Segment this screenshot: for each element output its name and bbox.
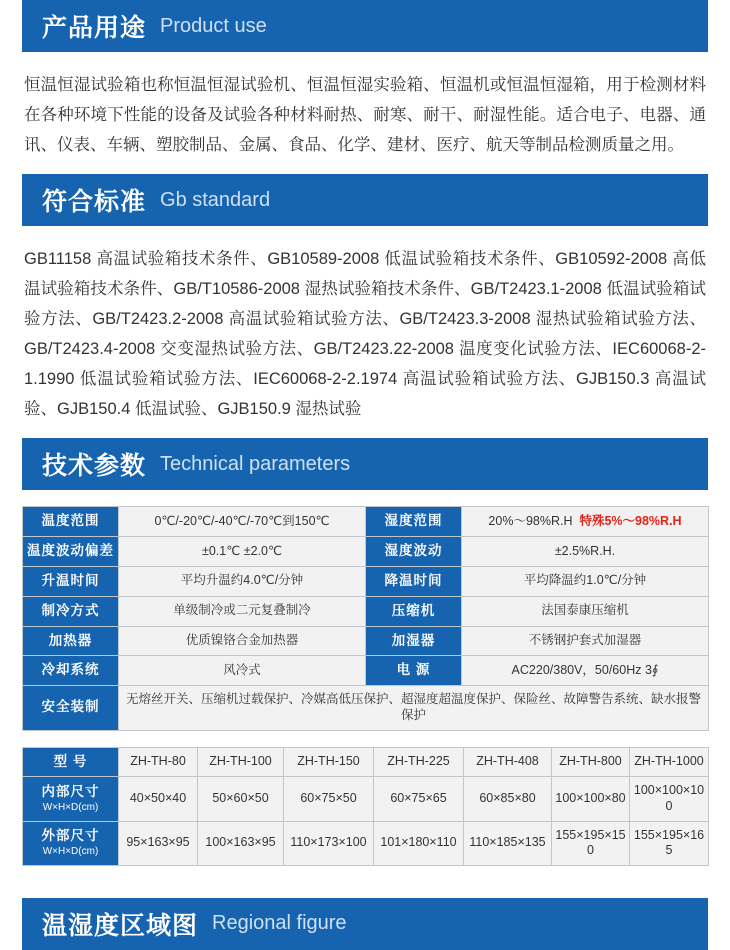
cell-outer-size-6: 155×195×165 (630, 821, 709, 865)
cell-value-safety-devices: 无熔丝开关、压缩机过载保护、冷媒高低压保护、超湿度超温度保护、保险丝、故障警告系统、缺水报警保护 (119, 686, 709, 730)
gb-standard-text: GB11158 高温试验箱技术条件、GB10589-2008 低温试验箱技术条件、GB10592-2008 高低温试验箱技术条件、GB/T10586-2008 湿热试验箱技术条件、GB/T2423.1-2008 低温试验箱试验方法、GB/T2423.2-2008 高温试验箱试验方法、GB/T2423.3-2008 湿热试验箱试验方法、GB/T2423.4-2008 交变湿热试验方法、GB/T2423.22-2008 温度变化试验方法、IEC60068-2-1.1990 低温试验箱试验方法、IEC60068-2-2.1974 高温试验箱试验方法、GJB150.3 高温试验、GJB150.4 低温试验、GJB150.9 湿热试验 (24, 250, 706, 418)
cell-label-model: 型 号 (23, 747, 119, 777)
cell-inner-size-2: 60×75×50 (284, 777, 374, 821)
humidity-range-special: 特殊5%～98%R.H (579, 513, 682, 528)
cell-model-4: ZH-TH-408 (464, 747, 552, 777)
tech-params-title-en: Technical parameters (160, 452, 351, 475)
cell-value-compressor: 法国泰康压缩机 (462, 596, 709, 626)
cell-value-humidity-range (462, 507, 709, 537)
cell-model-3: ZH-TH-225 (374, 747, 464, 777)
cell-value-heating-time: 平均升温约4.0℃/分钟 (119, 566, 366, 596)
cell-label-power-supply: 电 源 (366, 656, 462, 686)
cell-value-refrigeration-mode: 单级制冷或二元复叠制冷 (119, 596, 366, 626)
product-use-body-wrap (0, 52, 730, 174)
model-size-table (22, 747, 709, 866)
cell-outer-size-5: 155×195×150 (552, 821, 630, 865)
table-row (23, 777, 709, 821)
cell-outer-size-4: 110×185×135 (464, 821, 552, 865)
inner-size-label-sub: W×H×D(cm) (42, 801, 99, 813)
cell-label-refrigeration-mode: 制冷方式 (23, 596, 119, 626)
gb-standard-title-cn: 符合标准 (42, 188, 147, 216)
cell-label-outer-size (23, 821, 119, 865)
table-row (23, 596, 709, 626)
cell-model-6: ZH-TH-1000 (630, 747, 709, 777)
cell-value-temp-fluctuation: ±0.1℃ ±2.0℃ (119, 536, 366, 566)
outer-size-label-sub: W×H×D(cm) (42, 845, 99, 857)
cell-value-temp-range: 0℃/-20℃/-40℃/-70℃到150℃ (119, 507, 366, 537)
product-use-text: 恒温恒湿试验箱也称恒温恒湿试验机、恒温恒湿实验箱、恒温机或恒温恒湿箱，用于检测材料在各种环境下性能的设备及试验各种材料耐热、耐寒、耐干、耐湿性能。适合电子、电器、通讯、仪表、车辆、塑胶制品、金属、食品、化学、建材、医疗、航天等制品检测质量之用。 (24, 76, 706, 154)
tech-params-header (22, 438, 708, 490)
technical-parameters-table (22, 506, 709, 731)
cell-label-cooling-time: 降温时间 (366, 566, 462, 596)
cell-label-humidity-fluctuation: 湿度波动 (366, 536, 462, 566)
cell-model-5: ZH-TH-800 (552, 747, 630, 777)
cell-inner-size-1: 50×60×50 (198, 777, 284, 821)
humidity-range-standard: 20%～98%R.H (488, 513, 573, 528)
gb-standard-header (22, 174, 708, 226)
cell-value-humidifier: 不锈钢护套式加湿器 (462, 626, 709, 656)
regional-figure-section (0, 898, 730, 950)
regional-figure-header (22, 898, 708, 950)
table-row (23, 686, 709, 730)
cell-value-cooling-system: 风冷式 (119, 656, 366, 686)
cell-outer-size-3: 101×180×110 (374, 821, 464, 865)
cell-outer-size-1: 100×163×95 (198, 821, 284, 865)
outer-size-label-main: 外部尺寸 (41, 828, 100, 844)
spacer-after-table (0, 866, 730, 882)
regional-figure-title-cn: 温湿度区域图 (42, 911, 199, 940)
cell-outer-size-2: 110×173×100 (284, 821, 374, 865)
product-use-title-cn: 产品用途 (42, 14, 147, 42)
tech-params-title-cn: 技术参数 (42, 452, 147, 480)
cell-label-safety-devices: 安全装制 (23, 686, 119, 730)
cell-label-compressor: 压缩机 (366, 596, 462, 626)
cell-label-humidity-range: 湿度范围 (366, 507, 462, 537)
cell-inner-size-0: 40×50×40 (119, 777, 198, 821)
gb-standard-body-wrap (0, 226, 730, 438)
gb-standard-title-en: Gb standard (160, 188, 271, 211)
table-row (23, 536, 709, 566)
gb-standard-section (0, 174, 730, 226)
table-row (23, 507, 709, 537)
cell-inner-size-6: 100×100×100 (630, 777, 709, 821)
cell-label-temp-range: 温度范围 (23, 507, 119, 537)
cell-value-humidity-fluctuation: ±2.5%R.H. (462, 536, 709, 566)
cell-model-1: ZH-TH-100 (198, 747, 284, 777)
cell-inner-size-4: 60×85×80 (464, 777, 552, 821)
product-use-header (22, 0, 708, 52)
cell-label-heating-time: 升温时间 (23, 566, 119, 596)
table-row (23, 626, 709, 656)
regional-figure-title-en: Regional figure (212, 912, 347, 935)
spacer-after-table-2 (0, 882, 730, 898)
cell-value-cooling-time: 平均降温约1.0℃/分钟 (462, 566, 709, 596)
product-use-section (0, 0, 730, 52)
cell-inner-size-3: 60×75×65 (374, 777, 464, 821)
cell-inner-size-5: 100×100×80 (552, 777, 630, 821)
tech-params-section (0, 438, 730, 490)
table-row (23, 821, 709, 865)
cell-model-0: ZH-TH-80 (119, 747, 198, 777)
product-use-title-en: Product use (160, 14, 267, 37)
cell-value-heater: 优质镍铬合金加热器 (119, 626, 366, 656)
cell-label-temp-fluctuation: 温度波动偏差 (23, 536, 119, 566)
cell-label-humidifier: 加湿器 (366, 626, 462, 656)
cell-label-cooling-system: 冷却系统 (23, 656, 119, 686)
table-row (23, 747, 709, 777)
cell-label-heater: 加热器 (23, 626, 119, 656)
table-row (23, 566, 709, 596)
inner-size-label-main: 内部尺寸 (41, 783, 100, 799)
cell-model-2: ZH-TH-150 (284, 747, 374, 777)
cell-outer-size-0: 95×163×95 (119, 821, 198, 865)
cell-label-inner-size (23, 777, 119, 821)
cell-value-power-supply: AC220/380V，50/60Hz 3∮ (462, 656, 709, 686)
table-row (23, 656, 709, 686)
